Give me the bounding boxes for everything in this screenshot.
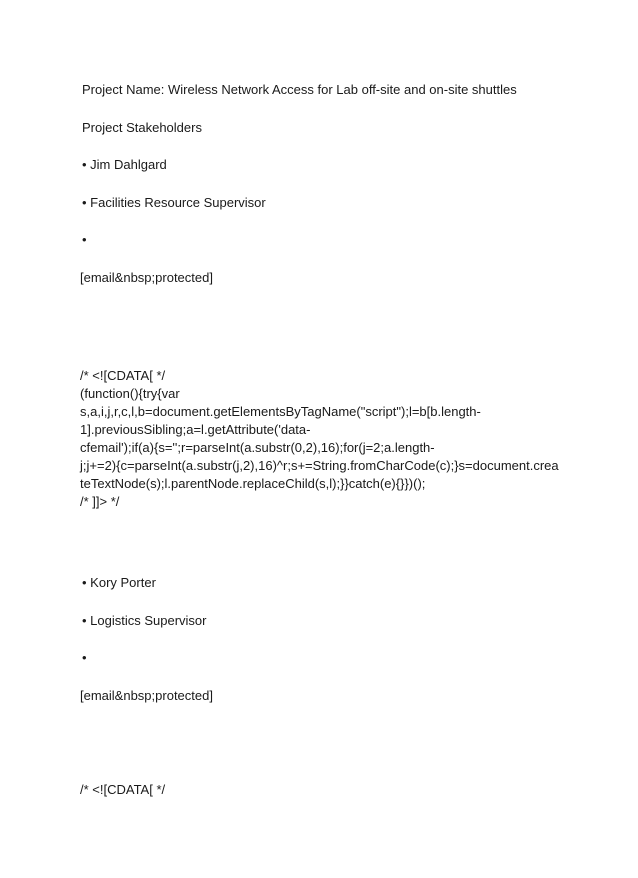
stakeholder-1-role: • Facilities Resource Supervisor [82,195,266,210]
stakeholder-1-bullet: • [82,232,87,247]
stakeholder-2-script-start: /* <![CDATA[ */ [80,782,166,797]
script-line: /* ]]> */ [80,494,120,509]
stakeholder-1-name: • Jim Dahlgard [82,157,167,172]
script-line: 1].previousSibling;a=l.getAttribute('data- [80,422,311,437]
stakeholders-heading: Project Stakeholders [82,120,202,135]
stakeholder-2-role: • Logistics Supervisor [82,613,207,628]
project-name: Project Name: Wireless Network Access for Lab off-site and on-site shuttles [82,82,517,97]
script-line: teTextNode(s);l.parentNode.replaceChild(s,l);}}catch(e){}})(); [80,476,426,491]
script-line: j;j+=2){c=parseInt(a.substr(j,2),16)^r;s+=String.fromCharCode(c);}s=document.crea [80,458,559,473]
stakeholder-2-name: • Kory Porter [82,575,156,590]
stakeholder-2-email[interactable]: [email&nbsp;protected] [80,688,213,703]
script-line: (function(){try{var [80,386,180,401]
stakeholder-1-email[interactable]: [email&nbsp;protected] [80,270,213,285]
script-line: cfemail');if(a){s='';r=parseInt(a.substr(0,2),16);for(j=2;a.length- [80,440,435,455]
script-line: s,a,i,j,r,c,l,b=document.getElementsByTagName("script");l=b[b.length- [80,404,481,419]
stakeholder-2-bullet: • [82,650,87,665]
stakeholder-1-script [80,367,580,511]
script-line: /* <![CDATA[ */ [80,368,166,383]
